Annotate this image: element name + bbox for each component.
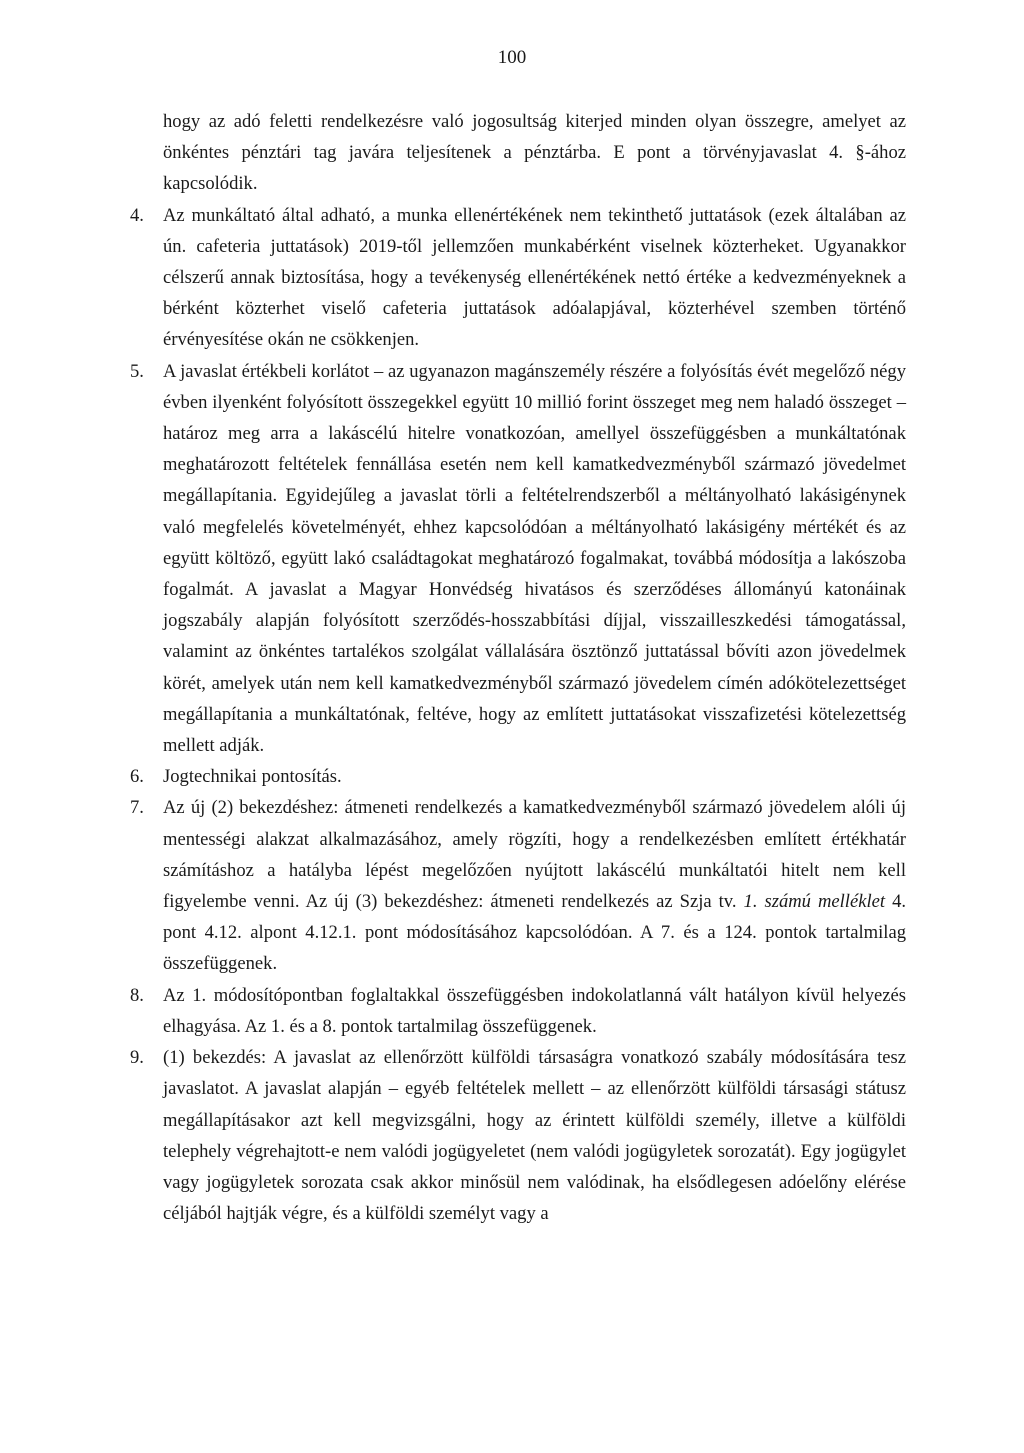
- item-number: 6.: [130, 766, 144, 788]
- item-number: 7.: [130, 797, 144, 819]
- item-number: 8.: [130, 984, 144, 1006]
- item-number: 9.: [130, 1047, 144, 1069]
- item-text-part-b: 4. pont 4.12. alpont 4.12.1. pont módosításához kapcsolódóan. A 7. és a 124. pontok tartalmilag összefüggenek.: [163, 891, 907, 975]
- item-number: 4.: [130, 204, 144, 226]
- item-text-part-a: Az új (2) bekezdéshez: átmeneti rendelkezés a kamatkedvezményből származó jövedelem alóli új mentességi alakzat alkalmazásához, amely rögzíti, hogy a rendelkezésben említett értékhatár számításhoz a hatályba lépést megelőzően nyújtott lakáscélú munkáltatói hitelt nem kell figyelembe venni. Az új (3) bekezdéshez: átmeneti rendelkezés az Szja tv.: [163, 797, 906, 913]
- list-item-6: [130, 761, 906, 792]
- document-body: [130, 106, 906, 1229]
- item-text: Az munkáltató által adható, a munka ellenértékének nem tekinthető juttatások (ezek általában az ún. cafeteria juttatások) 2019-től jellemzően munkabérként viselnek közterheket. Ugyanakkor célszerű annak biztosítása, hogy a tevékenység ellenértékének nettó értéke a kedvezményeknek a bérként közterhet viselő cafeteria juttatások adóalapjával, közterhével szemben történő érvényesítése okán ne csökkenjen.: [163, 204, 906, 351]
- list-item-7: [130, 792, 906, 979]
- item-text: (1) bekezdés: A javaslat az ellenőrzött külföldi társaságra vonatkozó szabály módosítására tesz javaslatot. A javaslat alapján – egyéb feltételek mellett – az ellenőrzött külföldi társasági státusz megállapításakor azt kell megvizsgálni, hogy az érintett külföldi személy, illetve a külföldi telephely végrehajtott-e nem valódi jogügyeletet (nem valódi jogügyletek sorozatát). Egy jogügylet vagy jogügyletek sorozata csak akkor minősül nem valódinak, ha elsődlegesen adóelőny elérése céljából hajtják végre, és a külföldi személyt vagy a: [163, 1047, 906, 1225]
- intro-paragraph: hogy az adó feletti rendelkezésre való jogosultság kiterjed minden olyan összegre, amelyet az önkéntes pénztári tag javára teljesítenek a pénztárba. E pont a törvényjavaslat 4. §-ához kapcsolódik.: [163, 111, 906, 195]
- list-item-8: [130, 980, 906, 1042]
- item-text: Az 1. módosítópontban foglaltakkal összefüggésben indokolatlanná vált hatályon kívül helyezés elhagyása. Az 1. és a 8. pontok tartalmilag összefüggenek.: [163, 984, 906, 1037]
- item-text-italic-reference: 1. számú melléklet: [743, 891, 886, 913]
- list-item-9: [130, 1042, 906, 1229]
- item-number: 5.: [130, 360, 144, 382]
- page-number: 100: [497, 47, 527, 68]
- list-item-4: [130, 200, 906, 356]
- list-item-5: [130, 356, 906, 762]
- item-text: A javaslat értékbeli korlátot – az ugyanazon magánszemély részére a folyósítás évét megelőző négy évben ilyenként folyósított összegekkel együtt 10 millió forint összeget meg nem haladó összeget – határoz meg arra a lakáscélú hitelre vonatkozóan, amellyel összefüggésben a munkáltatónak meghatározott feltételek fennállása esetén nem kell kamatkedvezményből származó jövedelmet megállapítania. Egyidejűleg a javaslat törli a feltételrendszerből a méltányolható lakásigénynek való megfelelés követelményét, ehhez kapcsolódóan a méltányolható lakásigény mértékét és az együtt költöző, együtt lakó családtagokat meghatározó fogalmakat, továbbá módosítja a lakószoba fogalmát. A javaslat a Magyar Honvédség hivatásos és szerződéses állományú katonáinak jogszabály alapján folyósított szerződés-hosszabbítási díjjal, visszailleszkedési támogatással, valamint az önkéntes tartalékos szolgálat vállalására ösztönző juttatással bővíti azon jövedelmek körét, amelyek után nem kell kamatkedvezményből származó jövedelem címén adókötelezettséget megállapítania a munkáltatónak, feltéve, hogy az említett juttatásokat visszafizetési kötelezettség mellett adják.: [163, 360, 906, 757]
- item-text: Jogtechnikai pontosítás.: [163, 766, 342, 788]
